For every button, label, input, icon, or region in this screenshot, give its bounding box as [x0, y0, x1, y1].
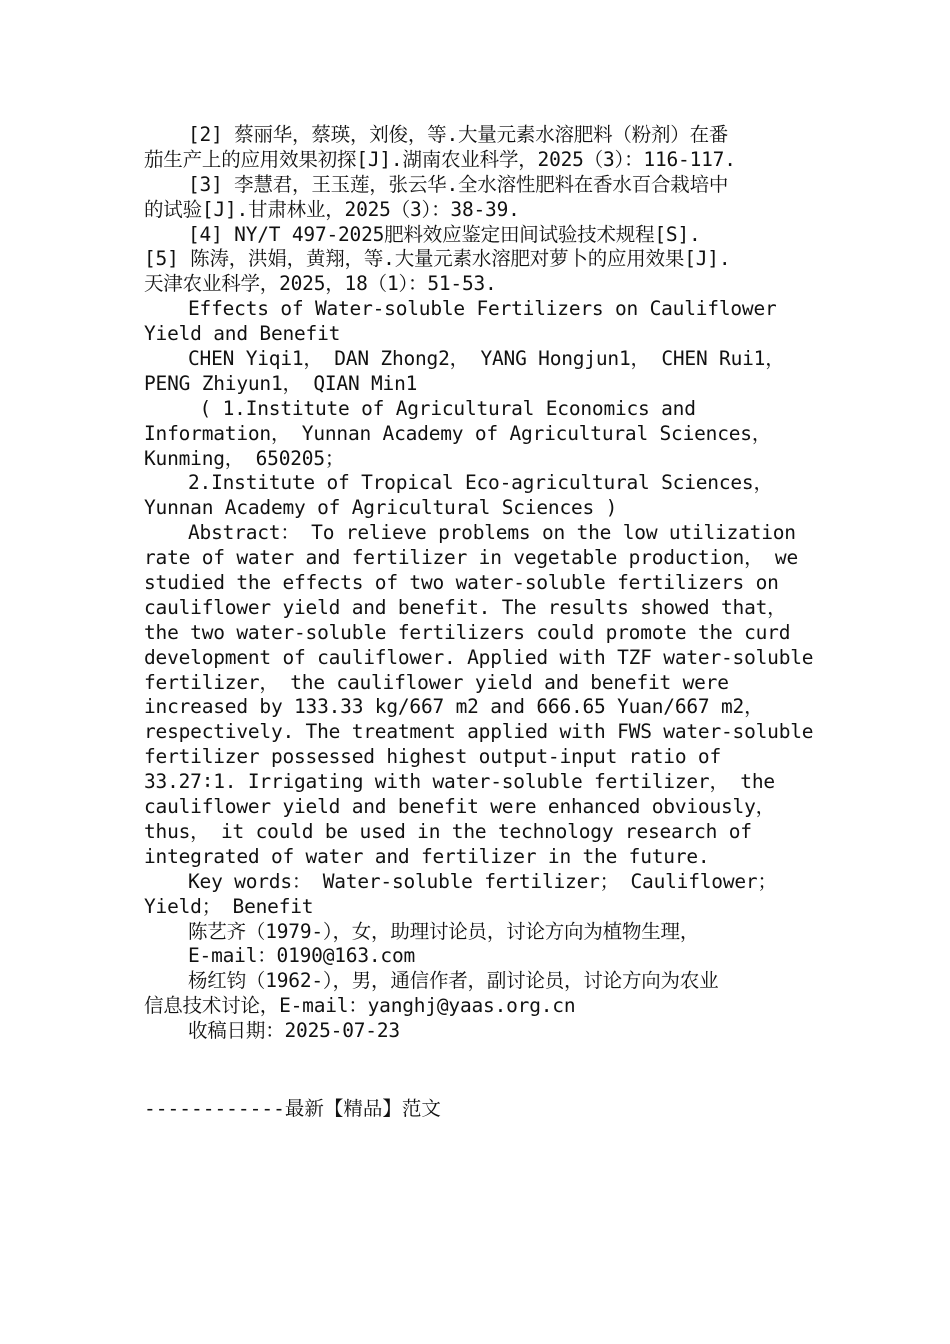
reference-5-line-1: [5] 陈涛，洪娟，黄翔，等.大量元素水溶肥对萝卜的应用效果[J]. — [144, 247, 731, 271]
reference-2-line-1: [2] 蔡丽华，蔡瑛，刘俊，等.大量元素水溶肥料（粉剂）在番 — [188, 123, 729, 146]
abstract-line-11: 33.27∶1. Irrigating with water-soluble fertilizer， the — [144, 770, 775, 794]
author-note-2-line-1: 杨红钧（1962-），男，通信作者，副讨论员，讨论方向为农业 — [188, 969, 719, 993]
received-date: 收稿日期：2025-07-23 — [188, 1019, 400, 1043]
abstract-line-10: fertilizer possessed highest output-input ratio of — [144, 745, 721, 769]
abstract-line-7: fertilizer， the cauliflower yield and benefit were — [144, 670, 729, 694]
abstract-line-1: Abstract： To relieve problems on the low utilization — [188, 521, 796, 545]
document-body — [144, 123, 814, 1044]
reference-5-line-2: 天津农业科学，2025，18（1）：51-53. — [144, 272, 497, 296]
reference-2-line-2: 茄生产上的应用效果初探[J].湖南农业科学，2025（3）：116-117. — [144, 147, 736, 171]
abstract-line-2: rate of water and fertilizer in vegetable production， we — [144, 546, 798, 570]
abstract-line-12: cauliflower yield and benefit were enhanced obviously， — [144, 795, 775, 819]
abstract-line-6: development of cauliflower. Applied with TZF water-soluble — [144, 645, 814, 669]
abstract-line-3: studied the effects of two water-soluble fertilizers on — [144, 571, 779, 595]
author-note-1: 陈艺齐（1979-），女，助理讨论员，讨论方向为植物生理， — [188, 919, 700, 943]
affiliation-2-line-2: Yunnan Academy of Agricultural Sciences ) — [144, 496, 618, 520]
reference-3-line-2: 的试验[J].甘肃林业，2025（3）：38-39. — [144, 197, 520, 221]
page-footer: ------------最新【精品】范文 — [144, 1097, 441, 1120]
affiliation-1-line-3: Kunming， 650205； — [144, 446, 345, 470]
reference-3-line-1: [3] 李慧君，王玉莲，张云华.全水溶性肥料在香水百合栽培中 — [188, 172, 729, 196]
abstract-line-9: respectively. The treatment applied with FWS water-soluble — [144, 720, 814, 744]
affiliation-1-line-2: Information， Yunnan Academy of Agricultural Sciences， — [144, 421, 772, 445]
author-note-1-email: E-mail：0190@163.com — [188, 944, 416, 968]
authors-line-1: CHEN Yiqi1， DAN Zhong2， YANG Hongjun1， CHEN Rui1， — [188, 347, 785, 371]
abstract-line-5: the two water-soluble fertilizers could promote the curd — [144, 620, 791, 644]
english-title-line-1: Effects of Water-soluble Fertilizers on Cauliflower — [188, 297, 777, 321]
keywords-line-1: Key words： Water-soluble fertilizer； Cauliflower； — [188, 869, 777, 893]
author-note-2-line-2: 信息技术讨论，E-mail：yanghj@yaas.org.cn — [144, 994, 576, 1018]
keywords-line-2: Yield； Benefit — [144, 894, 314, 918]
reference-4: [4] NY/T 497-2025肥料效应鉴定田间试验技术规程[S]. — [188, 222, 701, 246]
abstract-line-4: cauliflower yield and benefit. The results showed that， — [144, 595, 787, 619]
abstract-line-13: thus， it could be used in the technology research of — [144, 819, 752, 843]
english-title-line-2: Yield and Benefit — [144, 322, 341, 346]
abstract-line-14: integrated of water and fertilizer in the future. — [144, 844, 710, 868]
authors-line-2: PENG Zhiyun1， QIAN Min1 — [144, 371, 418, 395]
affiliation-1-line-1: ( 1.Institute of Agricultural Economics and — [188, 396, 696, 420]
abstract-line-8: increased by 133.33 kg/667 m2 and 666.65 Yuan/667 m2， — [144, 695, 764, 719]
affiliation-2-line-1: 2.Institute of Tropical Eco-agricultural Sciences， — [188, 471, 773, 495]
